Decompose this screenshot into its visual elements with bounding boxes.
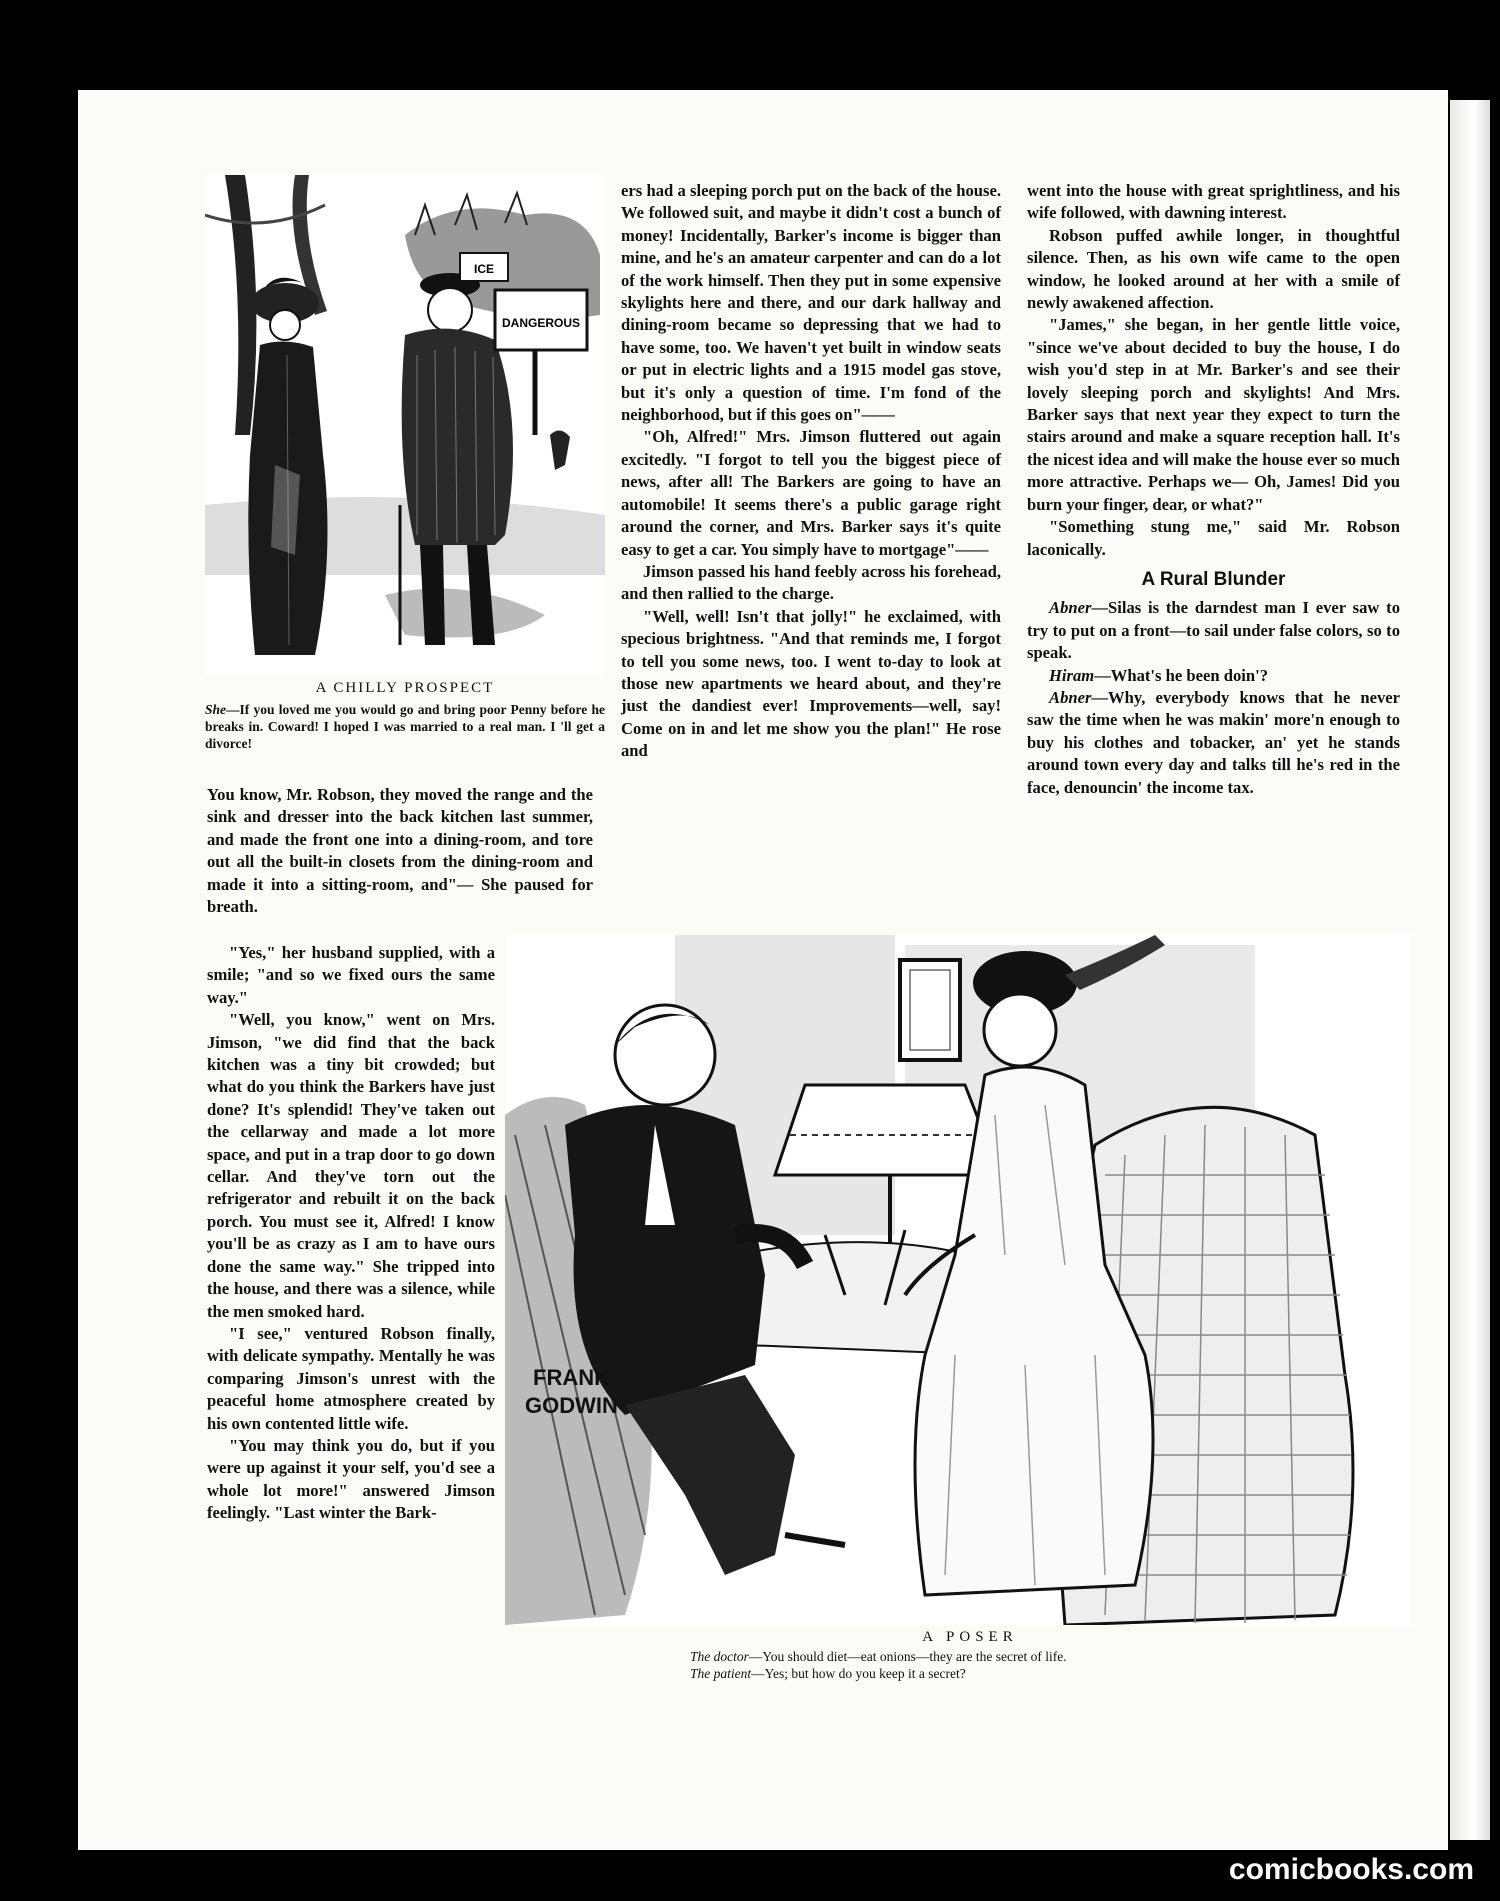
chilly-prospect-title: A CHILLY PROSPECT (315, 680, 495, 696)
sign-line-1: ICE (473, 262, 495, 276)
chilly-prospect-caption (205, 680, 605, 752)
right-paragraph-3: "James," she began, in her gentle little voice, "since we've about decided to buy the house, I do wish you'd step in at Mr. Barker's and see their lovely sleeping porch and skylights! And Mrs. Barker says that next year they expect to turn the stairs around and make a square reception hall. It's the nicest idea and will make the house ever so much more attractive. Perhaps we— Oh, James! Did you burn your finger, dear, or what?" (1027, 315, 1400, 514)
artist-signature-line-2: GODWIN (525, 1393, 618, 1418)
left-paragraph-3: "Well, you know," went on Mrs. Jimson, "we did find that the back kitchen was a tiny bit crowded; but what do you think the Barkers have just done? It's splendid! They've taken out the cellarway and made a lot more space, and put in a trap door to go down cellar. And they've torn out the refrigerator and rebuilt it on the back porch. You must see it, Alfred! I know you'll be as crazy as I am to have ours done the same way." She tripped into the house, and there was a silence, while the men smoked hard. (207, 1010, 495, 1321)
a-poser-drawing (505, 935, 1410, 1625)
joke-text-1: —Silas is the darndest man I ever saw to try to put on a front—to sail under false colors, so to speak. (1027, 598, 1400, 663)
joke-line-3 (1027, 687, 1400, 799)
a-poser-caption (690, 1629, 1250, 1682)
joke-speaker-abner-2: Abner (1049, 687, 1092, 707)
facing-page-edge (1448, 100, 1490, 1840)
joke-speaker-hiram: Hiram (1049, 665, 1095, 685)
watermark: comicbooks.com (1228, 1853, 1474, 1886)
joke-line-1 (1027, 597, 1400, 664)
right-paragraph-4: "Something stung me," said Mr. Robson laconically. (1027, 517, 1400, 559)
chilly-prospect-drawing (205, 175, 605, 675)
middle-paragraph-1: ers had a sleeping porch put on the back of the house. We followed suit, and maybe it didn't cost a bunch of money! Incidentally, Barker's income is bigger than mine, and he's an amateur carpenter and can do a lot of the work himself. Then they put in some expensive skylights here and there, and our dark hallway and dining-room became so depressing that we had to have some, too. We haven't yet built in window seats or put in electric lights and a 1915 model gas stove, but it's only a question of time. I'm fond of the neighborhood, but if this goes on"—— (621, 181, 1001, 425)
sign-line-2: DANGEROUS (501, 316, 581, 330)
a-poser-text-1: —You should diet—eat onions—they are the secret of life. (748, 1649, 1067, 1664)
left-column-upper (207, 784, 593, 918)
middle-paragraph-2: "Oh, Alfred!" Mrs. Jimson fluttered out again excitedly. "I forgot to tell you the biggest piece of news, after all! The Barkers are going to have an automobile! It seems there's a public garage right around the corner, and Mrs. Barker says it's quite easy to get a car. You simply have to mortgage"—— (621, 427, 1001, 559)
middle-column (621, 180, 1001, 763)
middle-paragraph-4: "Well, well! Isn't that jolly!" he exclaimed, with specious brightness. "And that reminds me, I forgot to tell you some news, too. I went to-day to look at those new apartments we heard about, and they're just the dandiest ever! Improvements—well, say! Come on in and let me show you the plan!" He rose and (621, 606, 1001, 761)
a-poser-text-2: —Yes; but how do you keep it a secret? (751, 1666, 966, 1681)
a-poser-line-1 (690, 1648, 1250, 1665)
chilly-prospect-text: —If you loved me you would go and bring poor Penny before he breaks in. Coward! I hoped I was married to a real man. I 'll get a divorce! (205, 702, 605, 751)
right-paragraph-2: Robson puffed awhile longer, in thoughtful silence. Then, as his own wife came to the open window, he looked around at her with a smile of newly awakened affection. (1027, 225, 1400, 313)
a-poser-line-2 (690, 1665, 1250, 1682)
a-poser-title: A POSER (922, 1629, 1018, 1645)
a-poser-illustration (505, 935, 1410, 1625)
left-paragraph-2: "Yes," her husband supplied, with a smile; "and so we fixed ours the same way." (207, 943, 495, 1007)
joke-text-3: —Why, everybody knows that he never saw the time when he was makin' more'n enough to buy his clothes and tobacker, an' yet he stands around town every day and talks till he's red in the face, denouncin' the income tax. (1027, 687, 1400, 797)
left-paragraph-1: You know, Mr. Robson, they moved the range and the sink and dresser into the back kitchen last summer, and made the front one into a dining-room, and tore out all the built-in closets from the dining-room and made it into a sitting-room, and"— She paused for breath. (207, 785, 593, 917)
rural-blunder-heading: A Rural Blunder (1141, 568, 1286, 590)
joke-text-2: —What's he been doin'? (1094, 665, 1268, 685)
joke-line-2 (1027, 665, 1400, 687)
chilly-prospect-illustration (205, 175, 605, 675)
speaker-patient: The patient (690, 1666, 752, 1681)
left-paragraph-5: "You may think you do, but if you were up against it your self, you'd see a whole lot more!" answered Jimson feelingly. "Last winter the Bark- (207, 1435, 495, 1523)
right-paragraph-1: went into the house with great sprightliness, and his wife followed, with dawning interest. (1027, 181, 1400, 223)
caption-speaker-she: She (205, 702, 227, 717)
middle-paragraph-3: Jimson passed his hand feebly across his forehead, and then rallied to the charge. (621, 561, 1001, 604)
left-column-narrow (207, 942, 495, 1525)
joke-speaker-abner: Abner (1049, 598, 1092, 618)
right-column (1027, 180, 1400, 799)
artist-signature-line-1: FRANK (533, 1365, 610, 1390)
speaker-doctor: The doctor (690, 1649, 749, 1664)
left-paragraph-4: "I see," ventured Robson finally, with delicate sympathy. Mentally he was comparing Jimson's unrest with the peaceful home atmosphere created by his own contented little wife. (207, 1323, 495, 1433)
